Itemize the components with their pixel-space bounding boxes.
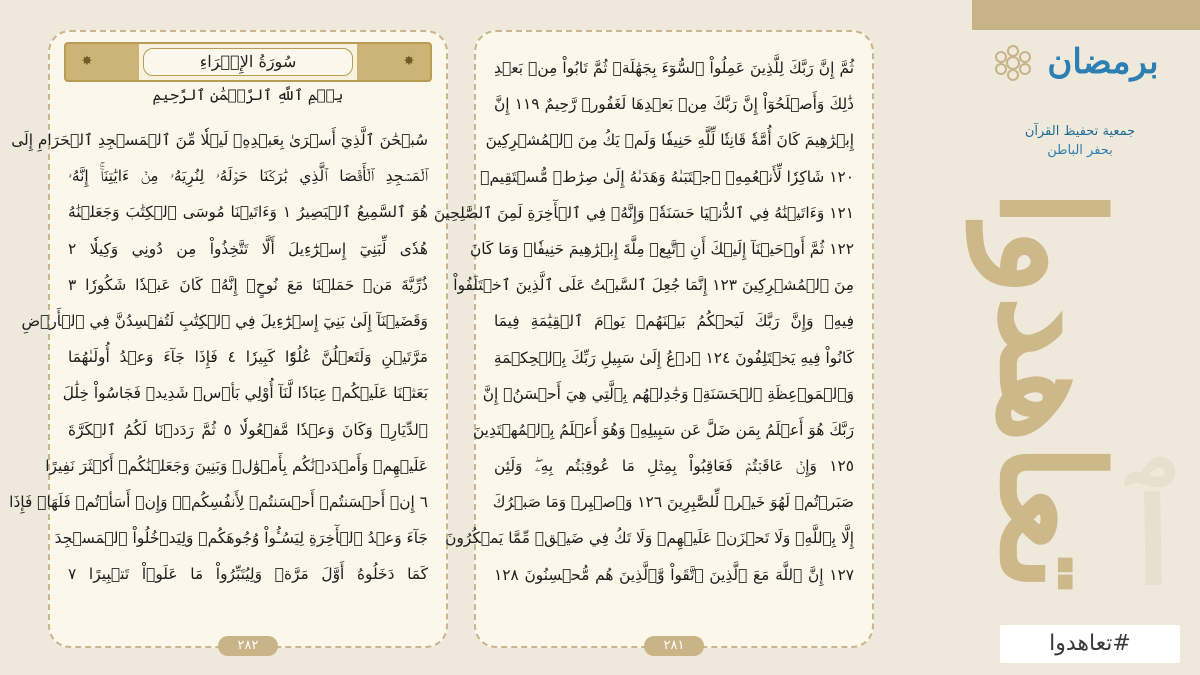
verse-line: صَبَرۡتُمۡ لَهُوَ خَيۡرٞ لِّلصَّٰبِرِينَ ١٢٦ وَٱصۡبِرۡ وَمَا صَبۡرُكَ [492,493,854,512]
verse-line: هُوَ ٱلسَّمِيعُ ٱلۡبَصِيرُ ١ وَءَاتَيۡنَا مُوسَى ٱلۡكِتَٰبَ وَجَعَلۡنَٰهُ [68,203,428,222]
verse-lines [9,122,428,592]
verse-line: عَلَيۡهِمۡ وَأَمۡدَدۡنَٰكُم بِأَمۡوَٰلٖ وَبَنِينَ وَجَعَلۡنَٰكُمۡ أَكۡثَرَ نَفِيرًا [45,456,428,475]
verse-line: فِيهِۚ وَإِنَّ رَبَّكَ لَيَحۡكُمُ بَيۡنَهُمۡ يَوۡمَ ٱلۡقِيَٰمَةِ فِيمَا [494,312,854,331]
verse-line: ١٢١ وَءَاتَيۡنَٰهُ فِي ٱلدُّنۡيَا حَسَنَةٗۖ وَإِنَّهُۥ فِي ٱلۡأٓخِرَةِ لَمِنَ ٱلصَّٰلِحِينَ [433,203,854,222]
page-number: ٢٨٢ [218,636,278,656]
top-accent-bar [972,0,1200,30]
background-watermark: ٱ [1106,436,1200,623]
verse-line: ذَٰلِكَ وَأَصۡلَحُوٓاْ إِنَّ رَبَّكَ مِنۢ بَعۡدِهَا لَغَفُورٞ رَّحِيمٌ ١١٩ إِنَّ [494,95,854,114]
ornament-icon: ✸ [403,54,415,69]
verse-line: ثُمَّ إِنَّ رَبَّكَ لِلَّذِينَ عَمِلُواْ ٱلسُّوٓءَ بِجَهَٰلَةٖ ثُمَّ تَابُواْ مِنۢ بَعۡدِ [494,59,854,77]
verse-line: مَرَّتَيۡنِ وَلَتَعۡلُنَّ عُلُوّٗا كَبِيرٗا ٤ فَإِذَا جَآءَ وَعۡدُ أُولَىٰهُمَا [68,348,428,367]
verse-line: ٱلدِّيَارِۚ وَكَانَ وَعۡدٗا مَّفۡعُولٗا ٥ ثُمَّ رَدَدۡنَا لَكُمُ ٱلۡكَرَّةَ [68,420,428,439]
verse-line: جَآءَ وَعۡدُ ٱلۡأٓخِرَةِ لِيَسُـُٔواْ وُجُوهَكُمۡ وَلِيَدۡخُلُواْ ٱلۡمَسۡجِدَ [54,529,428,548]
calligraphy-title: تعاهدوا [968,188,1132,592]
surah-header [64,42,432,82]
verse-line: ٦ إِنۡ أَحۡسَنتُمۡ أَحۡسَنتُمۡ لِأَنفُسِكُمۡۖ وَإِنۡ أَسَأۡتُمۡ فَلَهَاۚ فَإِذَا [9,492,428,511]
verse-line: كَانُواْ فِيهِ يَخۡتَلِفُونَ ١٢٤ ٱدۡعُ إِلَىٰ سَبِيلِ رَبِّكَ بِٱلۡحِكۡمَةِ [493,348,854,367]
brand-org-location: بحفر الباطن [1047,143,1113,158]
verse-line: كَمَا دَخَلُوهُ أَوَّلَ مَرَّةٖ وَلِيُتَبِّرُواْ مَا عَلَوۡاْ تَتۡبِيرًا ٧ [68,565,428,584]
verse-line: سُبۡحَٰنَ ٱلَّذِيٓ أَسۡرَىٰ بِعَبۡدِهِۦ لَيۡلٗا مِّنَ ٱلۡمَسۡجِدِ ٱلۡحَرَامِ إِلَى [11,131,428,149]
verse-line: ١٢٧ إِنَّ ٱللَّهَ مَعَ ٱلَّذِينَ ٱتَّقَواْ وَّٱلَّذِينَ هُم مُّحۡسِنُونَ ١٢٨ [494,565,854,584]
verse-line: هُدٗى لِّبَنِيٓ إِسۡرَٰٓءِيلَ أَلَّا تَتَّخِذُواْ مِن دُونِي وَكِيلٗا ٢ [68,239,428,258]
verse-line: بَعَثۡنَا عَلَيۡكُمۡ عِبَادٗا لَّنَآ أُوْلِي بَأۡسٖ شَدِيدٖ فَجَاسُواْ خِلَٰلَ [62,384,428,403]
logo-icon [990,40,1036,86]
verse-line: مِنَ ٱلۡمُشۡرِكِينَ ١٢٣ إِنَّمَا جُعِلَ ٱلسَّبۡتُ عَلَى ٱلَّذِينَ ٱخۡتَلَفُواْ [453,276,854,295]
verse-line: وَٱلۡمَوۡعِظَةِ ٱلۡحَسَنَةِۖ وَجَٰدِلۡهُم بِٱلَّتِي هِيَ أَحۡسَنُۚ إِنَّ [482,384,854,403]
brand-name: برمضان [1047,42,1159,82]
surah-title: سُورَةُ الإِسۡرَاءِ [143,48,353,76]
verse-line: ٱلۡمَسۡجِدِ ٱلۡأَقۡصَا ٱلَّذِي بَٰرَكۡنَا حَوۡلَهُۥ لِنُرِيَهُۥ مِنۡ ءَايَٰتِنَآۚ إِنَّهُۥ [68,167,428,186]
quran-page-right [433,30,874,653]
verse-line: إِبۡرَٰهِيمَ كَانَ أُمَّةٗ قَانِتٗا لِّلَّهِ حَنِيفٗا وَلَمۡ يَكُ مِنَ ٱلۡمُشۡرِكِينَ [485,131,854,150]
verse-line: ١٢٥ وَإِنۡ عَاقَبۡتُمۡ فَعَاقِبُواْ بِمِثۡلِ مَا عُوقِبۡتُم بِهِۦۖ وَلَئِن [494,457,854,476]
hashtag-label[interactable]: #تعاهدوا [1000,625,1180,663]
verse-line: وَقَضَيۡنَآ إِلَىٰ بَنِيٓ إِسۡرَٰٓءِيلَ فِي ٱلۡكِتَٰبِ لَتُفۡسِدُنَّ فِي ٱلۡأَرۡضِ [21,311,428,330]
verse-line: ذُرِّيَّةَ مَنۡ حَمَلۡنَا مَعَ نُوحٍۚ إِنَّهُۥ كَانَ عَبۡدٗا شَكُورٗا ٣ [68,275,428,294]
verse-line: رَبَّكَ هُوَ أَعۡلَمُ بِمَن ضَلَّ عَن سَبِيلِهِۦ وَهُوَ أَعۡلَمُ بِٱلۡمُهۡتَدِينَ [472,420,854,439]
ornament-icon: ✸ [81,54,93,69]
verse-line: ١٢٠ شَاكِرٗا لِّأَنۡعُمِهِۚ ٱجۡتَبَىٰهُ وَهَدَىٰهُ إِلَىٰ صِرَٰطٖ مُّسۡتَقِيمٖ [480,167,854,186]
basmala: بِسۡمِ ٱللَّهِ ٱلرَّحۡمَٰنِ ٱلرَّحِيمِ [152,86,344,104]
brand-org-name: جمعية تحفيظ القرآن [1024,124,1136,139]
verse-line: ١٢٢ ثُمَّ أَوۡحَيۡنَآ إِلَيۡكَ أَنِ ٱتَّبِعۡ مِلَّةَ إِبۡرَٰهِيمَ حَنِيفٗاۖ وَمَا كَانَ [470,239,854,258]
page-number: ٢٨١ [644,636,704,656]
verse-line: إِلَّا بِٱللَّهِۚ وَلَا تَحۡزَنۡ عَلَيۡهِمۡ وَلَا تَكُ فِي ضَيۡقٖ مِّمَّا يَمۡكُرُونَ [445,529,854,548]
quran-page-left [9,30,448,653]
verse-lines [433,50,854,593]
